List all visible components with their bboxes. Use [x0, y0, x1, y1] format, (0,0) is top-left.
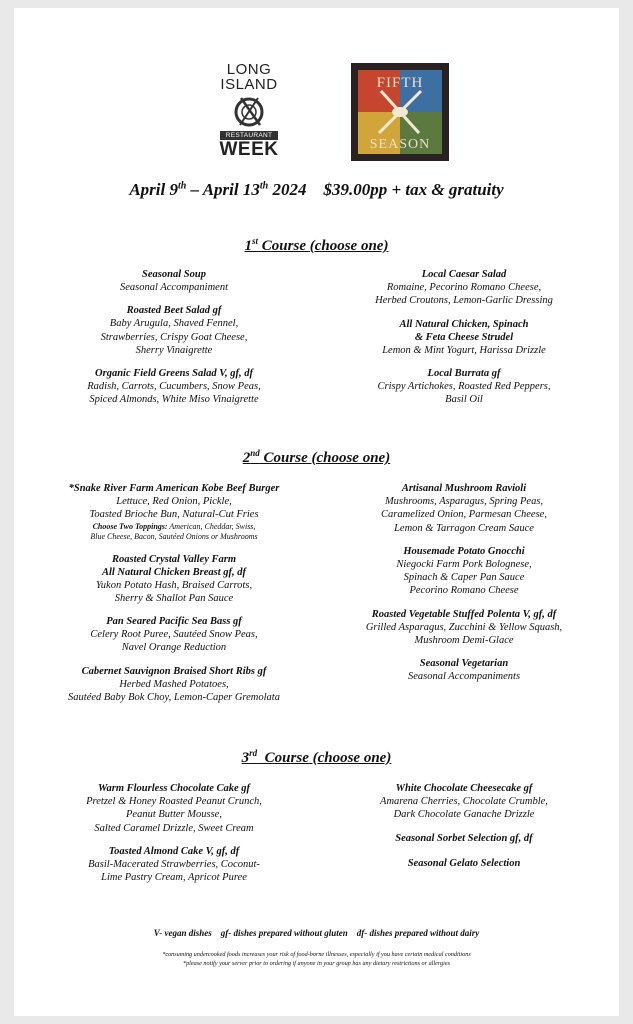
disclaimer-line-1: *consuming undercooked foods increases your risk of food-borne illnesses, especially if you have certain medical conditions — [162, 951, 471, 958]
course-3-title: 3rd Course (choose one) — [241, 748, 392, 766]
fs-text-fifth: FIFTH — [376, 75, 424, 91]
logos-row — [14, 56, 619, 166]
fs-text-season: SEASON — [369, 137, 431, 152]
menu-item: Seasonal Soup Seasonal Accompaniment — [120, 269, 228, 293]
logo-text-long: LONG — [226, 61, 272, 78]
course-1-left-column — [24, 268, 324, 417]
disclaimer-line-2: *please notify your server prior to ordering if anyone in your group has any dietary restrictions or allergies — [182, 960, 450, 967]
long-island-restaurant-week-logo — [214, 62, 284, 159]
course-2-right-column — [319, 482, 609, 694]
menu-item: Seasonal Gelato Selection — [407, 857, 521, 869]
menu-item: Organic Field Greens Salad V, gf, df Radish, Carrots, Cucumbers, Snow Peas, Spiced Almonds, White Miso Vinaigrette — [87, 368, 261, 406]
course-3-left-column — [24, 782, 324, 894]
logo-text-week: WEEK — [219, 139, 279, 160]
course-2-title: 2nd Course (choose one) — [242, 448, 391, 466]
menu-item: Seasonal Vegetarian Seasonal Accompaniments — [407, 658, 521, 683]
menu-item: Local Caesar Salad Romaine, Pecorino Romano Cheese, Herbed Croutons, Lemon-Garlic Dressing — [375, 269, 553, 307]
menu-item: All Natural Chicken, Spinach & Feta Cheese Strudel Lemon & Mint Yogurt, Harissa Drizzle — [382, 318, 546, 356]
disclaimer — [14, 950, 619, 968]
menu-item: Roasted Vegetable Stuffed Polenta V, gf, df Grilled Asparagus, Zucchini & Yellow Squash, Mushroom Demi-Glace — [365, 608, 563, 647]
menu-item: Pan Seared Pacific Sea Bass gf Celery Root Puree, Sautéed Snow Peas, Navel Orange Reduction — [90, 616, 258, 654]
course-2-left-column — [24, 482, 324, 714]
menu-item: Roasted Crystal Valley Farm All Natural Chicken Breast gf, df Yukon Potato Hash, Braised Carrots, Sherry & Shallot Pan Sauce — [95, 553, 253, 604]
course-1-title: 1st Course (choose one) — [244, 236, 389, 254]
menu-item: Seasonal Sorbet Selection gf, df — [395, 832, 533, 844]
menu-item: Housemade Potato Gnocchi Niegocki Farm Pork Bolognese, Spinach & Caper Pan Sauce Pecorino Romano Cheese — [396, 545, 532, 597]
logo-text-island: ISLAND — [220, 76, 278, 93]
dates-and-price: April 9th – April 13th 2024 $39.00pp + tax & gratuity — [129, 180, 504, 199]
menu-item: Roasted Beet Salad gf Baby Arugula, Shaved Fennel, Strawberries, Crispy Goat Cheese, Sherry Vinaigrette — [100, 305, 248, 356]
dietary-legend: V- vegan dishes gf- dishes prepared without gluten df- dishes prepared without dairy — [153, 928, 480, 938]
menu-page — [14, 8, 619, 1016]
menu-item: Cabernet Sauvignon Braised Short Ribs gf Herbed Mashed Potatoes, Sautéed Baby Bok Choy, Lemon-Caper Gremolata — [68, 665, 280, 704]
menu-item: Local Burrata gf Crispy Artichokes, Roasted Red Peppers, Basil Oil — [377, 367, 551, 406]
menu-item: White Chocolate Cheesecake gf Amarena Cherries, Chocolate Crumble, Dark Chocolate Ganache Drizzle — [380, 783, 548, 821]
course-3-right-column — [319, 782, 609, 880]
menu-item: Warm Flourless Chocolate Cake gf Pretzel & Honey Roasted Peanut Crunch, Peanut Butter Mousse, Salted Caramel Drizzle, Sweet Cream — [86, 783, 262, 834]
plate-fork-knife-icon — [232, 95, 266, 129]
menu-item: *Snake River Farm American Kobe Beef Burger Lettuce, Red Onion, Pickle, Toasted Brioche Bun, Natural-Cut Fries Choose Two Toppings: American, Cheddar, Swiss, Blue Cheese, Bacon, Sautéed Onions or Mushrooms — [68, 483, 280, 542]
fifth-season-logo — [351, 63, 449, 161]
course-1-right-column — [319, 268, 609, 416]
menu-item: Toasted Almond Cake V, gf, df Basil-Macerated Strawberries, Coconut- Lime Pastry Cream, Apricot Puree — [88, 845, 260, 884]
logo-text-restaurant: RESTAURANT — [220, 131, 278, 140]
menu-item: Artisanal Mushroom Ravioli Mushrooms, Asparagus, Spring Peas, Caramelized Onion, Parmesan Cheese, Lemon & Tarragon Cream Sauce — [381, 483, 547, 534]
